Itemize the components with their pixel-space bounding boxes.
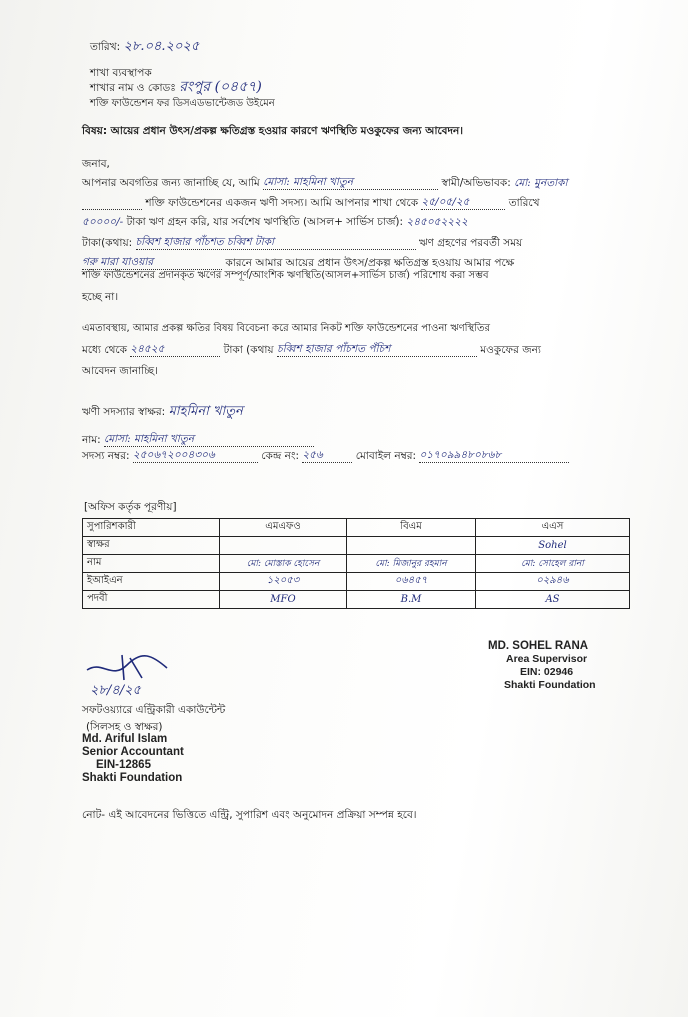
stamp-name: MD. SOHEL RANA <box>488 640 589 652</box>
body-line-2 <box>82 195 540 210</box>
table-cell: MFO <box>220 591 347 609</box>
table-cell: ০৬৪৫৭ <box>347 573 476 591</box>
table-cell: Sohel <box>476 537 630 555</box>
stamp-ein: EIN-12865 <box>96 759 151 771</box>
applicant-name: মোসা: মাহমিনা খাতুন <box>263 175 438 190</box>
text: মোবাইল নম্বর: <box>355 450 417 462</box>
table-cell <box>220 537 347 555</box>
row-label: ইআইএন <box>83 573 220 591</box>
text: তারিখে <box>508 197 540 209</box>
table-cell: মো: মিজানুর রহমান <box>347 555 476 573</box>
guardian-name: মো: মুনতাকা <box>514 177 568 189</box>
body-line-3 <box>82 215 468 229</box>
body2-line-2 <box>82 342 541 357</box>
text: স্বামী/অভিভাবক: <box>441 177 511 189</box>
member-signature-line <box>82 405 243 419</box>
stamp-org: Shakti Foundation <box>82 772 183 784</box>
seal-label: (সিলসহ ও স্বাক্ষর) <box>86 721 163 733</box>
table-cell: ০২৯৪৬ <box>476 573 630 591</box>
text: আমি আপনার শাখা থেকে <box>310 197 419 209</box>
branch-line <box>90 80 262 95</box>
center-number: ২৫৬ <box>302 448 352 463</box>
table-header-cell: সুপারিশকারী <box>83 519 220 537</box>
text: টাকা ঋণ গ্রহন করি, যার সর্বশেষ ঋণস্থিতি (আসল+ সার্ভিস চার্জ): <box>126 216 404 228</box>
balance-words: চব্বিশ হাজার পাঁচশত চব্বিশ টাকা <box>136 235 416 250</box>
table-cell: ১২০৫৩ <box>220 573 347 591</box>
table-row <box>83 591 630 609</box>
stamp-ein: EIN: 02946 <box>520 666 574 678</box>
stamp-title: Area Supervisor <box>506 653 588 665</box>
member-name: মোসা: মাহমিনা খাতুন <box>104 432 314 447</box>
table-header-cell: এএস <box>476 519 630 537</box>
blank <box>82 209 142 210</box>
body-line-7: হচ্ছে না। <box>82 291 119 303</box>
waive-words: চব্বিশ হাজার পাঁচশত পঁচিশ <box>277 342 477 357</box>
org-line: শক্তি ফাউন্ডেশন ফর ডিসএডভান্টেজড উইমেন <box>90 98 275 109</box>
branch-value: রংপুর (০৪৫৭) <box>179 79 262 95</box>
loan-date: ২৫/০৫/২৫ <box>421 195 505 210</box>
waive-amount: ২৪৫২৫ <box>130 342 220 357</box>
text: নাম: <box>82 434 101 446</box>
text: টাকা(কথায়: <box>82 237 133 249</box>
row-label: পদবী <box>83 591 220 609</box>
text: সদস্য নম্বর: <box>82 450 130 462</box>
body-line-5 <box>82 255 514 270</box>
table-row <box>83 537 630 555</box>
date-label: তারিখ: <box>90 41 121 53</box>
member-name-line <box>82 432 314 447</box>
text: শক্তি ফাউন্ডেশনের একজন ঋণী সদস্য। <box>145 197 308 209</box>
table-header-cell: এমএফও <box>220 519 347 537</box>
date-line <box>90 40 199 54</box>
body2-line-1: এমতাবস্থায়, আমার প্রকল্প ক্ষতির বিষয় বিবেচনা করে আমার নিকট শক্তি ফাউন্ডেশনের পাওনা ঋণস্থিতির <box>82 323 491 334</box>
row-label: স্বাক্ষর <box>83 537 220 555</box>
text: ঋণী সদস্যার স্বাক্ষর: <box>82 406 166 418</box>
text: কেন্দ্র নং: <box>261 450 299 462</box>
accountant-stamp <box>82 733 184 785</box>
text: টাকা (কথায় <box>223 344 274 356</box>
accountant-sign-date: ২৮/৪/২৫ <box>90 683 141 698</box>
body2-line-3: আবেদন জানাচ্ছি। <box>82 365 158 377</box>
date-value: ২৮.০৪.২০২৫ <box>123 39 200 54</box>
member-id-line <box>82 448 569 463</box>
branch-label: শাখার নাম ও কোডঃ <box>90 82 176 94</box>
subject-line: বিষয়: আয়ের প্রধান উৎস/প্রকল্প ক্ষতিগ্রস্ত হওয়ার কারণে ঋণস্থিতি মওকুফের জন্য আবেদন। <box>82 125 464 137</box>
text: আপনার অবগতির জন্য জানাচ্ছি যে, আমি <box>82 177 260 189</box>
table-cell <box>347 537 476 555</box>
stamp-title: Senior Accountant <box>82 746 184 758</box>
body-line-4 <box>82 235 522 250</box>
office-caption: [অফিস কর্তৃক পূরণীয়] <box>84 501 177 513</box>
text: ঋণ গ্রহণের পরবর্তী সময় <box>418 237 523 249</box>
member-signature: মাহমিনা খাতুন <box>168 404 243 419</box>
note-line: নোট- এই আবেদনের ভিত্তিতে এন্ট্রি, সুপারিশ এবং অনুমোদন প্রক্রিয়া সম্পন্ন হবে। <box>82 809 417 821</box>
text: মধ্যে থেকে <box>82 344 127 356</box>
loan-balance: ২৪৫০৫২২২২ <box>406 216 468 228</box>
area-supervisor-stamp <box>488 640 596 692</box>
table-row <box>83 555 630 573</box>
loan-amount: ৫০০০০/- <box>82 216 124 228</box>
table-cell: মো: মোস্তাক হোসেন <box>220 555 347 573</box>
table-header-row <box>83 519 630 537</box>
body-line-1 <box>82 175 568 190</box>
stamp-name: Md. Ariful Islam <box>82 733 168 745</box>
table-cell: B.M <box>347 591 476 609</box>
table-row <box>83 573 630 591</box>
loss-reason: গরু মারা যাওয়ার <box>82 255 222 270</box>
manager-line: শাখা ব্যবস্থাপক <box>90 67 152 79</box>
mobile-number: ০১৭০৯৯৪৮০৮৬৮ <box>419 448 569 463</box>
table-cell: মো: সোহেল রানা <box>476 555 630 573</box>
row-label: নাম <box>83 555 220 573</box>
stamp-org: Shakti Foundation <box>504 679 596 691</box>
salutation: জনাব, <box>82 158 110 170</box>
text: কারনে আমার আয়ের প্রধান উৎস/প্রকল্প ক্ষতিগ্রস্ত হওয়ায় আমার পক্ষে <box>225 257 515 269</box>
table-cell: AS <box>476 591 630 609</box>
office-table <box>82 518 630 609</box>
table-header-cell: বিএম <box>347 519 476 537</box>
member-id: ২৫০৬৭২০০৪৩০৬ <box>133 448 258 463</box>
body-line-6: শক্তি ফাউন্ডেশনের প্রদানকৃত ঋণের সম্পূর্ণ/আংশিক ঋণস্থিতি(আসল+সার্ভিস চার্জ) পরিশোধ করা সম্ভব <box>82 270 489 281</box>
text: মওকুফের জন্য <box>480 344 541 356</box>
accountant-role: সফটওয়্যারে এন্ট্রিকারী একাউন্টেন্ট <box>82 704 226 716</box>
